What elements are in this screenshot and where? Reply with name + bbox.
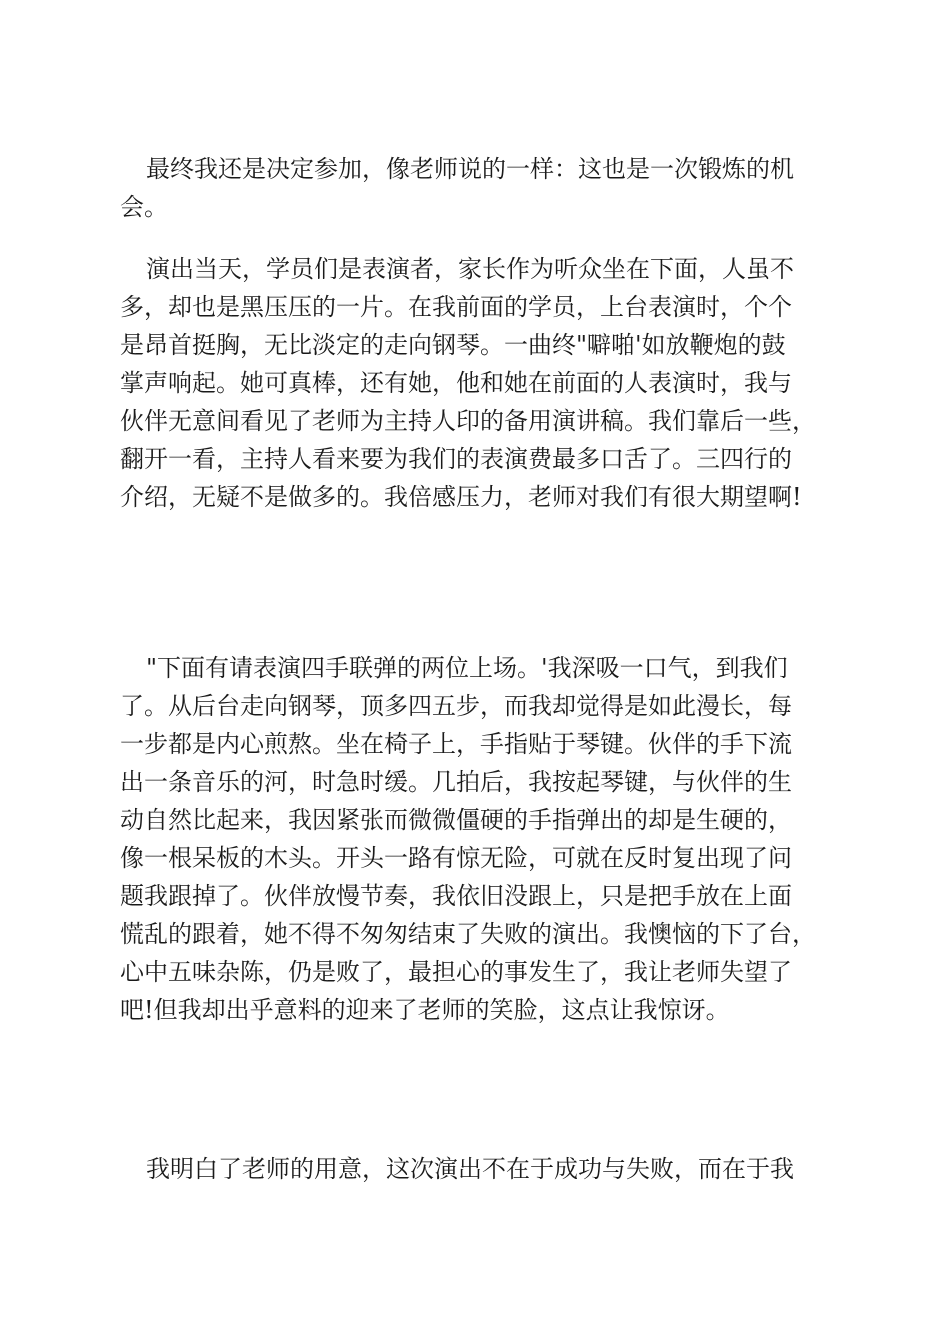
- text-line: 伙伴无意间看见了老师为主持人印的备用演讲稿。我们靠后一些，: [120, 407, 816, 435]
- text-line: 演出当天，学员们是表演者，家长作为听众坐在下面，人虽不: [146, 255, 794, 283]
- text-line: 是昂首挺胸，无比淡定的走向钢琴。一曲终"噼啪'如放鞭炮的鼓: [120, 331, 786, 359]
- paragraph-3: [120, 649, 840, 1029]
- text-line: 最终我还是决定参加，像老师说的一样：这也是一次锻炼的机: [146, 155, 794, 183]
- text-line: 了。从后台走向钢琴，顶多四五步，而我却觉得是如此漫长，每: [120, 692, 792, 720]
- text-line: 我明白了老师的用意，这次演出不在于成功与失败，而在于我: [146, 1155, 794, 1183]
- paragraph-1: [120, 150, 840, 226]
- text-line: 出一条音乐的河，时急时缓。几拍后，我按起琴键，与伙伴的生: [120, 768, 792, 796]
- text-line: 一步都是内心煎熬。坐在椅子上，手指贴于琴键。伙伴的手下流: [120, 730, 792, 758]
- text-line: 翻开一看，主持人看来要为我们的表演费最多口舌了。三四行的: [120, 445, 792, 473]
- text-line: 介绍，无疑不是做多的。我倍感压力，老师对我们有很大期望啊!: [120, 483, 802, 511]
- text-line: 心中五味杂陈，仍是败了，最担心的事发生了，我让老师失望了: [120, 958, 792, 986]
- text-line: 吧!但我却出乎意料的迎来了老师的笑脸，这点让我惊讶。: [120, 996, 730, 1024]
- paragraph-4: [120, 1150, 840, 1188]
- text-line: "下面有请表演四手联弹的两位上场。'我深吸一口气，到我们: [146, 654, 788, 682]
- text-line: 慌乱的跟着，她不得不匆匆结束了失败的演出。我懊恼的下了台，: [120, 920, 816, 948]
- text-line: 会。: [120, 193, 168, 221]
- paragraph-2: [120, 250, 840, 516]
- text-line: 题我跟掉了。伙伴放慢节奏，我依旧没跟上，只是把手放在上面: [120, 882, 792, 910]
- text-line: 掌声响起。她可真棒，还有她，他和她在前面的人表演时，我与: [120, 369, 792, 397]
- text-line: 多，却也是黑压压的一片。在我前面的学员，上台表演时，个个: [120, 293, 792, 321]
- text-line: 像一根呆板的木头。开头一路有惊无险，可就在反时复出现了问: [120, 844, 792, 872]
- text-line: 动自然比起来，我因紧张而微微僵硬的手指弹出的却是生硬的，: [120, 806, 792, 834]
